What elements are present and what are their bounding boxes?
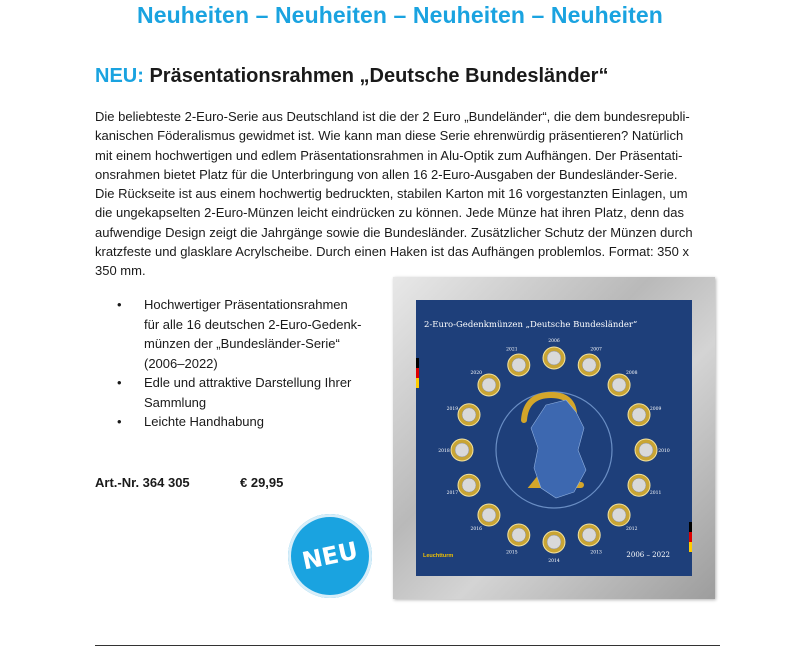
coin xyxy=(447,474,480,496)
coin-center xyxy=(512,528,526,542)
flag-stripe-icon xyxy=(689,522,692,532)
coin-year: 2018 xyxy=(438,449,450,454)
headline-prefix: NEU: xyxy=(95,65,144,87)
new-badge xyxy=(288,514,372,598)
coin-center xyxy=(482,508,496,522)
description-line: Die Rückseite ist aus einem hochwertig bedruckten, stabilen Karton mit 16 vorgestanzten Einlagen, um xyxy=(95,186,688,202)
coin xyxy=(506,346,530,376)
coin-year: 2009 xyxy=(649,406,662,412)
coin-center xyxy=(639,443,653,457)
coin xyxy=(628,474,661,496)
coin xyxy=(635,439,670,461)
coin-center xyxy=(582,358,596,372)
panel-years: 2006 – 2022 xyxy=(626,551,670,559)
feature-line: Sammlung xyxy=(144,394,207,410)
bullet-icon: • xyxy=(117,297,122,312)
coin-year: 2007 xyxy=(590,347,602,353)
feature-item xyxy=(95,412,385,432)
coin xyxy=(447,404,480,426)
feature-line: Leichte Handhabung xyxy=(144,414,264,429)
coin-center xyxy=(455,443,469,457)
bullet-icon: • xyxy=(117,414,122,429)
coin-center xyxy=(462,408,476,422)
coin-year: 2010 xyxy=(658,449,670,454)
bottom-divider xyxy=(95,645,720,646)
feature-line: münzen der „Bundesländer-Serie“ xyxy=(144,336,340,351)
article-price: € 29,95 xyxy=(240,475,284,490)
coin xyxy=(578,346,602,376)
coin-year: 2014 xyxy=(548,559,560,564)
frame-panel xyxy=(416,300,692,576)
coin-center xyxy=(582,528,596,542)
coin xyxy=(470,504,499,532)
flag-stripe-icon xyxy=(416,358,419,368)
coin-center xyxy=(547,351,561,365)
page-banner: Neuheiten – Neuheiten – Neuheiten – Neuheiten xyxy=(137,2,663,28)
product-description xyxy=(95,107,725,281)
coin xyxy=(438,439,473,461)
description-line: mit einem hochwertigen und edlem Präsentationsrahmen in Alu-Optik zum Aufhängen. Der Präsentati- xyxy=(95,147,683,163)
panel-title: 2-Euro-Gedenkmünzen „Deutsche Bundesländer“ xyxy=(424,320,638,330)
feature-line: für alle 16 deutschen 2-Euro-Gedenk- xyxy=(144,316,362,332)
article-number: Art.-Nr. 364 305 xyxy=(95,475,190,490)
coin-center xyxy=(632,408,646,422)
headline xyxy=(95,65,608,88)
coin-year: 2017 xyxy=(446,491,459,497)
description-line: onsrahmen bietet Platz für die Unterbringung von allen 16 2-Euro-Ausgaben der Bundesländer-Serie. xyxy=(95,166,678,182)
coin-year: 2011 xyxy=(649,491,662,497)
coin-year: 2006 xyxy=(548,339,560,344)
description-line: kratzfeste und glasklare Acrylscheibe. Durch einen Haken ist das Aufhängen problemlos. Format: 350 x xyxy=(95,244,689,260)
product-image xyxy=(393,277,715,599)
brand-logo: Leuchtturm xyxy=(423,553,454,559)
feature-item xyxy=(95,373,385,412)
coin-center xyxy=(462,478,476,492)
coin xyxy=(543,531,565,564)
coin xyxy=(608,504,638,532)
coin-year: 2019 xyxy=(446,406,459,412)
description-line: 350 mm. xyxy=(95,263,146,279)
coin-year: 2008 xyxy=(626,371,638,377)
coin-year: 2015 xyxy=(506,550,518,556)
coin xyxy=(608,370,638,396)
coin xyxy=(506,524,530,556)
coin-layout xyxy=(416,300,692,576)
coin-center xyxy=(632,478,646,492)
coin-year: 2021 xyxy=(506,347,518,353)
feature-line: Hochwertiger Präsentationsrahmen xyxy=(144,297,348,312)
coin xyxy=(470,370,499,396)
coin-year: 2016 xyxy=(470,526,482,532)
flag-stripe-icon xyxy=(689,532,692,542)
coin xyxy=(543,338,565,369)
coin-center xyxy=(512,358,526,372)
bullet-icon: • xyxy=(117,375,122,390)
article-info xyxy=(95,475,284,490)
germany-map xyxy=(531,400,586,498)
feature-line: Edle und attraktive Darstellung Ihrer xyxy=(144,375,352,390)
feature-list xyxy=(95,295,385,432)
coin-year: 2020 xyxy=(470,371,482,377)
flag-stripe-icon xyxy=(689,542,692,552)
headline-title: Präsentationsrahmen „Deutsche Bundesländer“ xyxy=(149,65,609,87)
coin-year: 2012 xyxy=(626,526,638,532)
description-line: Die beliebteste 2-Euro-Serie aus Deutschland ist die der 2 Euro „Bundeländer“, die dem bundesrepubli- xyxy=(95,109,690,124)
feature-line: (2006–2022) xyxy=(144,355,218,371)
coin-year: 2013 xyxy=(590,550,602,556)
coin-center xyxy=(547,535,561,549)
description-line: kanischen Föderalismus gewidmet ist. Wie kann man diese Serie ehrenwürdig präsentieren? Natürlich xyxy=(95,128,684,144)
new-badge-label: NEU xyxy=(299,536,361,576)
flag-stripe-icon xyxy=(416,368,419,378)
coin xyxy=(628,404,661,426)
coin-center xyxy=(612,508,626,522)
coin-center xyxy=(482,378,496,392)
description-line: die ungekapselten 2-Euro-Münzen leicht eindrücken zu können. Jede Münze hat ihren Platz, denn das xyxy=(95,205,684,221)
feature-item xyxy=(95,295,385,373)
description-line: aufwendige Design zeigt die Jahrgänge sowie die Bundesländer. Zusätzlicher Schutz der Münzen durch xyxy=(95,224,693,240)
coin-center xyxy=(612,378,626,392)
coin xyxy=(578,524,602,556)
flag-stripe-icon xyxy=(416,378,419,388)
